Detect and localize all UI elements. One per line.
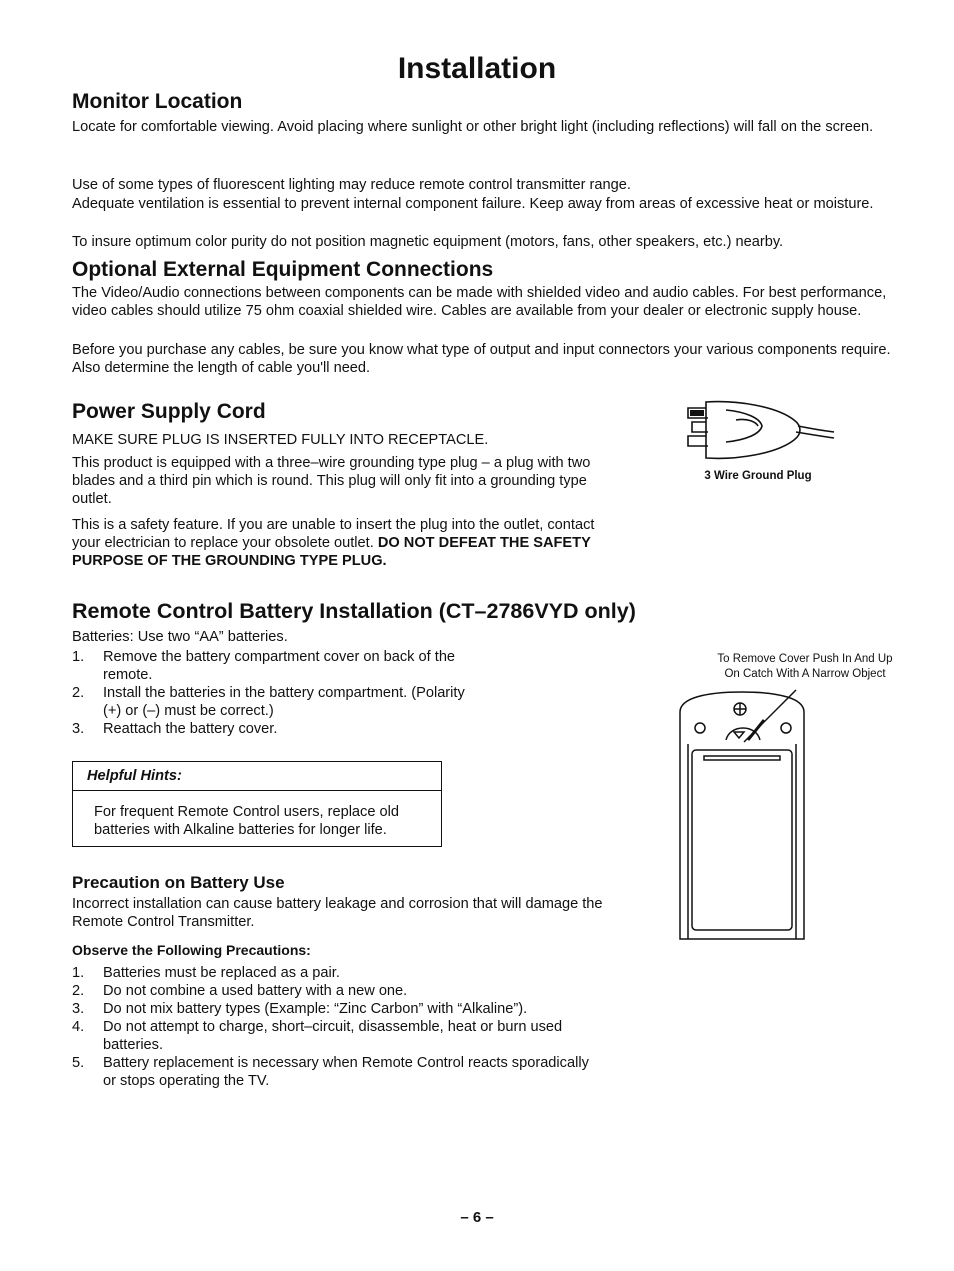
page-number: – 6 –: [460, 1209, 494, 1226]
monitor-location-heading: Monitor Location: [72, 90, 243, 113]
power-paragraph-2: [72, 516, 612, 570]
precaution-item: 5. Battery replacement is necessary when Remote Control reacts sporadically or stops operating the TV.: [72, 1055, 589, 1089]
remote-battery-heading: Remote Control Battery Installation (CT–2786VYD only): [72, 599, 636, 623]
power-paragraph-1: This product is equipped with a three–wire grounding type plug – a plug with two blades and a third pin which is round. This plug will only fit into a grounding type outlet.: [72, 455, 591, 507]
helpful-hints-text: For frequent Remote Control users, replace old batteries with Alkaline batteries for longer life.: [94, 804, 399, 838]
monitor-paragraph-1: Locate for comfortable viewing. Avoid placing where sunlight or other bright light (including reflections) will fall on the screen.: [72, 119, 874, 135]
power-paragraph-2-text: This is a safety feature. If you are unable to insert the plug into the outlet, contact your electrician to replace your obsolete outlet.: [72, 517, 595, 551]
power-paragraph-2-bold: DO NOT DEFEAT THE SAFETY PURPOSE OF THE GROUNDING TYPE PLUG.: [72, 535, 591, 569]
optional-equipment-heading: Optional External Equipment Connections: [72, 258, 494, 281]
remote-step: 1. Remove the battery compartment cover on back of the remote.: [72, 649, 456, 683]
precaution-list: [72, 964, 605, 1090]
precaution-subheading: Observe the Following Precautions:: [72, 942, 311, 958]
precaution-heading: Precaution on Battery Use: [72, 873, 285, 892]
helpful-hints-box: [72, 761, 442, 847]
precaution-item: 1. Batteries must be replaced as a pair.: [72, 965, 340, 981]
precaution-paragraph: Incorrect installation can cause battery leakage and corrosion that will damage the Remote Control Transmitter.: [72, 896, 603, 930]
grounding-plug-illustration: [676, 396, 840, 466]
remote-figure-caption-1: To Remove Cover Push In And Up: [717, 653, 893, 665]
optional-paragraph-2: Before you purchase any cables, be sure you know what type of output and input connectors your various components require. Also determine the length of cable you'll need.: [72, 342, 891, 376]
power-supply-heading: Power Supply Cord: [72, 400, 266, 423]
precaution-item: 4. Do not attempt to charge, short–circuit, disassemble, heat or burn used batteries.: [72, 1019, 563, 1053]
power-warning: MAKE SURE PLUG IS INSERTED FULLY INTO RECEPTACLE.: [72, 432, 489, 448]
optional-paragraph-1: The Video/Audio connections between components can be made with shielded video and audio cables. For best performance, video cables should utilize 75 ohm coaxial shielded wire. Cables are available from your dealer or electronic supply house.: [72, 285, 887, 319]
remote-steps-list: [72, 648, 470, 738]
helpful-hints-label: Helpful Hints:: [73, 762, 441, 791]
plug-blade-shading: [690, 410, 704, 416]
remote-step: 3. Reattach the battery cover.: [72, 721, 278, 737]
precaution-item: 2. Do not combine a used battery with a new one.: [72, 983, 408, 999]
plug-caption: 3 Wire Ground Plug: [704, 470, 812, 482]
monitor-paragraph-4: To insure optimum color purity do not position magnetic equipment (motors, fans, other speakers, etc.) nearby.: [72, 234, 784, 250]
monitor-paragraph-2: Use of some types of fluorescent lighting may reduce remote control transmitter range.: [72, 177, 631, 193]
remote-control-illustration: [676, 684, 816, 944]
page-title: Installation: [397, 52, 557, 85]
remote-step: 2. Install the batteries in the battery compartment. (Polarity (+) or (–) must be correct.): [72, 685, 465, 719]
remote-figure-caption-2: On Catch With A Narrow Object: [724, 668, 886, 680]
monitor-paragraph-3: Adequate ventilation is essential to prevent internal component failure. Keep away from areas of excessive heat or moisture.: [72, 196, 874, 212]
precaution-item: 3. Do not mix battery types (Example: “Zinc Carbon” with “Alkaline”).: [72, 1001, 528, 1017]
remote-intro: Batteries: Use two “AA” batteries.: [72, 629, 288, 645]
